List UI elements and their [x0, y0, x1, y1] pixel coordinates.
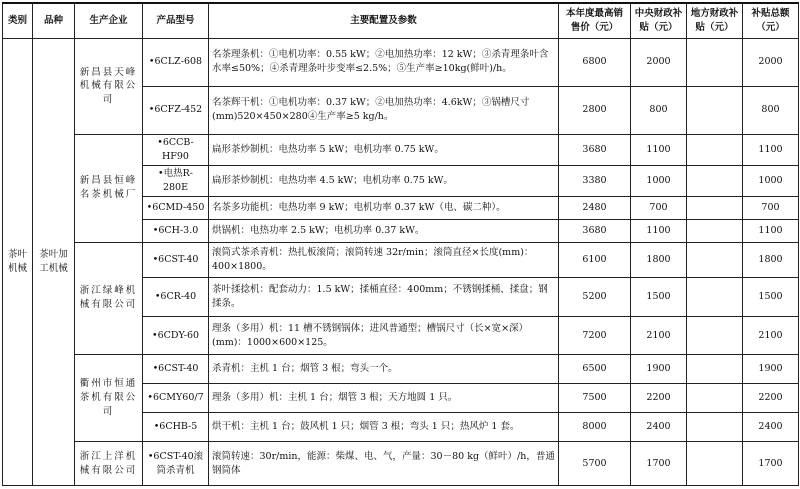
manufacturer-cell: 新昌县恒峰名茶机械厂 [75, 134, 143, 242]
model-cell: •6CMD-450 [143, 196, 209, 219]
model-cell: •6CMY60/7 [143, 384, 209, 413]
local-subsidy-cell [687, 134, 743, 165]
model-cell: •6CH-3.0 [143, 219, 209, 242]
config-cell: 烘锅机：电热功率 2.5 kW；电机功率 0.37 kW。 [209, 219, 559, 242]
price-cell: 6500 [559, 354, 631, 383]
config-cell: 名茶理条机：①电机功率：0.55 kW；②电加热功率：12 kW；③杀青理条叶含水率≤50%；④杀青理条叶步变率≤2.5%；⑤生产率≥10kg(鲜叶)/h。 [209, 38, 559, 86]
header-category: 类别 [3, 3, 33, 38]
central-subsidy-cell: 2000 [631, 38, 687, 86]
header-manufacturer: 生产企业 [75, 3, 143, 38]
central-subsidy-cell: 1900 [631, 354, 687, 383]
header-row [3, 3, 799, 38]
local-subsidy-cell [687, 317, 743, 354]
model-cell: •6CST-40滚筒杀青机 [143, 442, 209, 486]
price-cell: 5200 [559, 277, 631, 317]
model-cell: •6CFZ-452 [143, 86, 209, 134]
local-subsidy-cell [687, 413, 743, 442]
table-row [3, 134, 799, 165]
header-model: 产品型号 [143, 3, 209, 38]
total-subsidy-cell: 2200 [743, 384, 799, 413]
local-subsidy-cell [687, 384, 743, 413]
central-subsidy-cell: 1000 [631, 165, 687, 196]
model-cell: •6CDY-60 [143, 317, 209, 354]
price-cell: 2800 [559, 86, 631, 134]
local-subsidy-cell [687, 86, 743, 134]
header-local-subsidy: 地方财政补贴（元） [687, 3, 743, 38]
total-subsidy-cell: 700 [743, 196, 799, 219]
config-cell: 名茶多功能机：电热功率 9 kW；电机功率 0.37 kW（电、碳二种）。 [209, 196, 559, 219]
total-subsidy-cell: 1100 [743, 219, 799, 242]
central-subsidy-cell: 1500 [631, 277, 687, 317]
config-cell: 杀青机：主机 1 台；烟管 3 根；弯头一个。 [209, 354, 559, 383]
price-cell: 8000 [559, 413, 631, 442]
model-cell: •6CST-40 [143, 354, 209, 383]
central-subsidy-cell: 1100 [631, 219, 687, 242]
table-row [3, 354, 799, 383]
table-row [3, 38, 799, 86]
table-row [3, 242, 799, 277]
local-subsidy-cell [687, 442, 743, 486]
category-cell: 茶叶机械 [3, 38, 33, 485]
manufacturer-cell: 衢州市恒通茶机有限公司 [75, 354, 143, 441]
model-cell: •6CLZ-608 [143, 38, 209, 86]
price-cell: 3680 [559, 219, 631, 242]
total-subsidy-cell: 800 [743, 86, 799, 134]
total-subsidy-cell: 1900 [743, 354, 799, 383]
config-cell: 理条（多用）机：主机 1 台；烟管 3 根；天方地圆 1 只。 [209, 384, 559, 413]
local-subsidy-cell [687, 219, 743, 242]
central-subsidy-cell: 1100 [631, 134, 687, 165]
variety-cell: 茶叶加工机械 [33, 38, 75, 485]
local-subsidy-cell [687, 354, 743, 383]
header-central-subsidy: 中央财政补贴（元） [631, 3, 687, 38]
total-subsidy-cell: 1700 [743, 442, 799, 486]
model-cell: •6CR-40 [143, 277, 209, 317]
config-cell: 扁形茶炒制机：电热功率 4.5 kW；电机功率 0.75 kW。 [209, 165, 559, 196]
central-subsidy-cell: 1800 [631, 242, 687, 277]
total-subsidy-cell: 2000 [743, 38, 799, 86]
central-subsidy-cell: 2400 [631, 413, 687, 442]
manufacturer-cell: 新昌县天峰机械有限公司 [75, 38, 143, 134]
total-subsidy-cell: 1000 [743, 165, 799, 196]
local-subsidy-cell [687, 196, 743, 219]
price-cell: 3380 [559, 165, 631, 196]
header-total-subsidy: 补贴总额（元） [743, 3, 799, 38]
price-cell: 6100 [559, 242, 631, 277]
local-subsidy-cell [687, 38, 743, 86]
manufacturer-cell: 浙江绿峰机械有限公司 [75, 242, 143, 354]
config-cell: 扁形茶炒制机：电热功率 5 kW；电机功率 0.75 kW。 [209, 134, 559, 165]
total-subsidy-cell: 2400 [743, 413, 799, 442]
price-cell: 3680 [559, 134, 631, 165]
central-subsidy-cell: 1700 [631, 442, 687, 486]
model-cell: •电热R-280E [143, 165, 209, 196]
price-cell: 5700 [559, 442, 631, 486]
total-subsidy-cell: 2100 [743, 317, 799, 354]
manufacturer-cell: 浙江上洋机械有限公司 [75, 442, 143, 486]
local-subsidy-cell [687, 165, 743, 196]
central-subsidy-cell: 700 [631, 196, 687, 219]
local-subsidy-cell [687, 242, 743, 277]
subsidy-table [2, 2, 799, 486]
total-subsidy-cell: 1100 [743, 134, 799, 165]
config-cell: 滚筒式茶杀青机：热扎板滚筒；滚筒转速 32r/min；滚筒直径×长度(mm)：400×1800。 [209, 242, 559, 277]
model-cell: •6CST-40 [143, 242, 209, 277]
price-cell: 7500 [559, 384, 631, 413]
price-cell: 7200 [559, 317, 631, 354]
central-subsidy-cell: 2200 [631, 384, 687, 413]
local-subsidy-cell [687, 277, 743, 317]
model-cell: •6CCB-HF90 [143, 134, 209, 165]
config-cell: 烘干机：主机 1 台；鼓风机 1 只；烟管 3 根；弯头 1 只；热风炉 1 套。 [209, 413, 559, 442]
header-variety: 品种 [33, 3, 75, 38]
total-subsidy-cell: 1800 [743, 242, 799, 277]
config-cell: 理条（多用）机：11 槽不锈钢锅体；进风普通型；槽锅尺寸（长×宽×深）(mm)：1000×600×125。 [209, 317, 559, 354]
central-subsidy-cell: 800 [631, 86, 687, 134]
model-cell: •6CHB-5 [143, 413, 209, 442]
price-cell: 6800 [559, 38, 631, 86]
table-row [3, 442, 799, 486]
central-subsidy-cell: 2100 [631, 317, 687, 354]
config-cell: 名茶辉干机：①电机功率：0.37 kW；②电加热功率：4.6kW；③锅槽尺寸(mm)520×450×280④生产率≥5 kg/h。 [209, 86, 559, 134]
config-cell: 滚筒转速：30r/min，能源：柴煤、电、气，产量：30－80 kg（鲜叶）/h，普通钢筒体 [209, 442, 559, 486]
header-config: 主要配置及参数 [209, 3, 559, 38]
total-subsidy-cell: 1500 [743, 277, 799, 317]
price-cell: 2480 [559, 196, 631, 219]
config-cell: 茶叶揉捻机：配套动力：1.5 kW；揉桶直径：400mm；不锈钢揉桶、揉盘；钢揉条。 [209, 277, 559, 317]
header-max-price: 本年度最高销售价（元） [559, 3, 631, 38]
